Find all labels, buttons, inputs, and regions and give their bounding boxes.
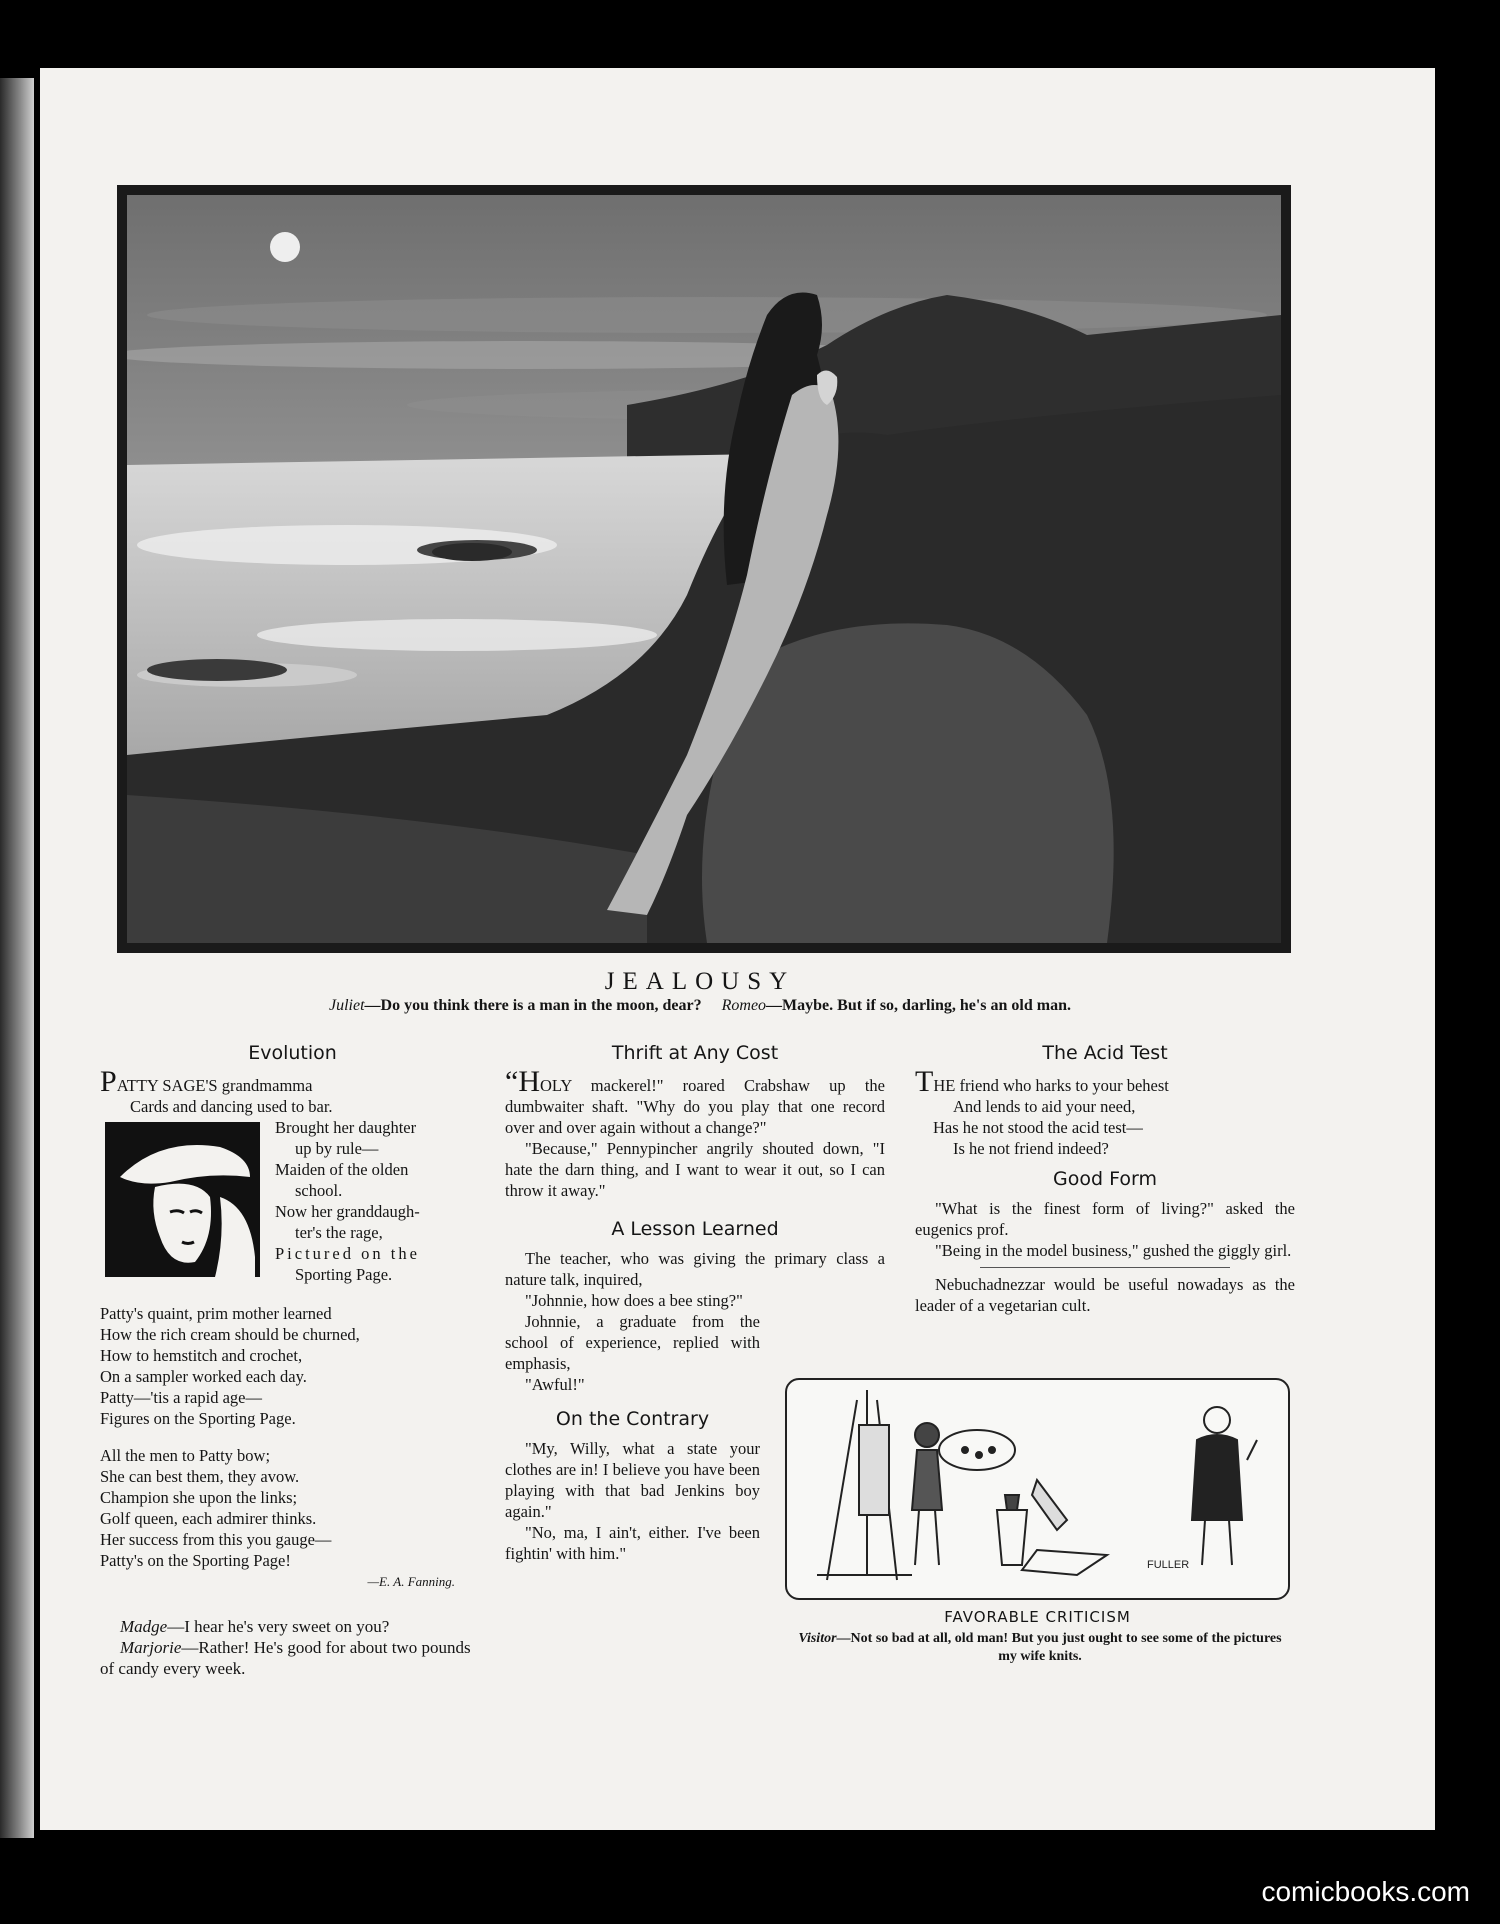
acid-line-3: Has he not stood the acid test—	[933, 1118, 1143, 1137]
evolution-stanza-2: Patty's quaint, prim mother learned How the rich cream should be churned, How to hemstitch and crochet, On a sampler worked each day. Patty—'tis a rapid age— Figures on the Sporting Page.	[100, 1304, 360, 1428]
goodform-paragraph-1: "What is the finest form of living?" asked the eugenics prof.	[915, 1199, 1295, 1239]
evolution-side-line-2: up by rule—	[295, 1139, 379, 1158]
divider-rule	[980, 1267, 1230, 1268]
moonlit-couple-illustration	[117, 185, 1291, 953]
acid-line-2: And lends to aid your need,	[953, 1097, 1136, 1116]
madge-speaker: Madge	[120, 1617, 168, 1636]
contrary-title: On the Contrary	[555, 1408, 710, 1430]
evolution-side-line-5: Now her granddaugh-	[275, 1202, 420, 1221]
cartoon-signature: FULLER	[1147, 1559, 1190, 1571]
evolution-side-line-1: Brought her daughter	[275, 1118, 417, 1137]
evolution-side-line-3: Maiden of the olden	[275, 1160, 409, 1179]
caption-line-juliet: —Do you think there is a man in the moon, dear?	[364, 997, 702, 1014]
thrift-paragraph-2: "Because," Pennypincher angrily shouted down, "I hate the darn thing, and I want to wear it out, so I can throw it away."	[505, 1139, 885, 1200]
nebuchadnezzar-joke: Nebuchadnezzar would be useful nowadays as the leader of a vegetarian cult.	[915, 1275, 1295, 1315]
goodform-paragraph-2: "Being in the model business," gushed the giggly girl.	[935, 1241, 1292, 1260]
acid-line-4: Is he not friend indeed?	[953, 1139, 1109, 1158]
evolution-line-1: PATTY SAGE'S grandmamma	[100, 1065, 313, 1098]
cartoon-line: —Not so bad at all, old man! But you just ought to see some of the pictures my wife knits.	[836, 1631, 1282, 1664]
evolution-line-2: Cards and dancing used to bar.	[130, 1097, 333, 1116]
lesson-paragraph-3: Johnnie, a graduate from the school of experience, replied with emphasis,	[505, 1312, 760, 1373]
lesson-paragraph-1: The teacher, who was giving the primary class a nature talk, inquired,	[505, 1249, 885, 1289]
favorable-criticism-cartoon	[785, 1378, 1290, 1600]
cartoon-title: FAVORABLE CRITICISM	[944, 1608, 1131, 1626]
caption-speaker-romeo: Romeo	[721, 997, 767, 1014]
acid-title: The Acid Test	[1042, 1042, 1168, 1064]
lesson-paragraph-4: "Awful!"	[525, 1375, 585, 1394]
goodform-title: Good Form	[1053, 1168, 1157, 1190]
evolution-side-line-7: Pictured on the	[275, 1244, 420, 1263]
evolution-stanza-3: All the men to Patty bow; She can best them, they avow. Champion she upon the links; Golf queen, each admirer thinks. Her success from this you gauge— Patty's on the Sporting Page!	[100, 1446, 332, 1570]
madge-joke: Madge—I hear he's very sweet on you? Marjorie—Rather! He's good for about two pounds of candy every week.	[100, 1617, 471, 1678]
page-spine-shadow	[0, 78, 34, 1838]
caption-line-romeo: —Maybe. But if so, darling, he's an old man.	[766, 997, 1071, 1014]
site-watermark: comicbooks.com	[1261, 1876, 1470, 1907]
cartoon-speaker: Visitor	[798, 1631, 837, 1646]
evolution-side-line-6: ter's the rage,	[295, 1223, 383, 1242]
cartoon-caption	[790, 1630, 1290, 1666]
marjorie-speaker: Marjorie	[120, 1638, 182, 1657]
evolution-side-line-8: Sporting Page.	[295, 1265, 393, 1284]
main-caption	[150, 997, 1250, 1015]
contrary-paragraph-1: "My, Willy, what a state your clothes are in! I believe you have been playing with that bad Jenkins boy again."	[505, 1439, 760, 1521]
acid-line-1: THE friend who harks to your behest	[915, 1065, 1169, 1098]
evolution-title: Evolution	[248, 1042, 337, 1064]
evolution-column	[100, 1043, 485, 1679]
lesson-paragraph-2: "Johnnie, how does a bee sting?"	[525, 1291, 743, 1310]
thrift-title: Thrift at Any Cost	[611, 1042, 779, 1064]
lesson-title: A Lesson Learned	[611, 1218, 779, 1240]
thrift-paragraph-1: “HOLY mackerel!" roared Crabshaw up the dumbwaiter shaft. "Why do you play that one record over and over again without a change?"	[505, 1065, 885, 1137]
right-column	[915, 1043, 1295, 1316]
evolution-dropcap: P	[100, 1065, 117, 1098]
woman-in-hat-vignette	[100, 1117, 265, 1282]
contrary-paragraph-2: "No, ma, I ain't, either. I've been fightin' with him."	[505, 1523, 760, 1563]
evolution-author: —E. A. Fanning.	[367, 1574, 455, 1589]
main-title: JEALOUSY	[604, 968, 796, 995]
caption-speaker-juliet: Juliet	[329, 997, 365, 1014]
evolution-side-line-4: school.	[295, 1181, 343, 1200]
